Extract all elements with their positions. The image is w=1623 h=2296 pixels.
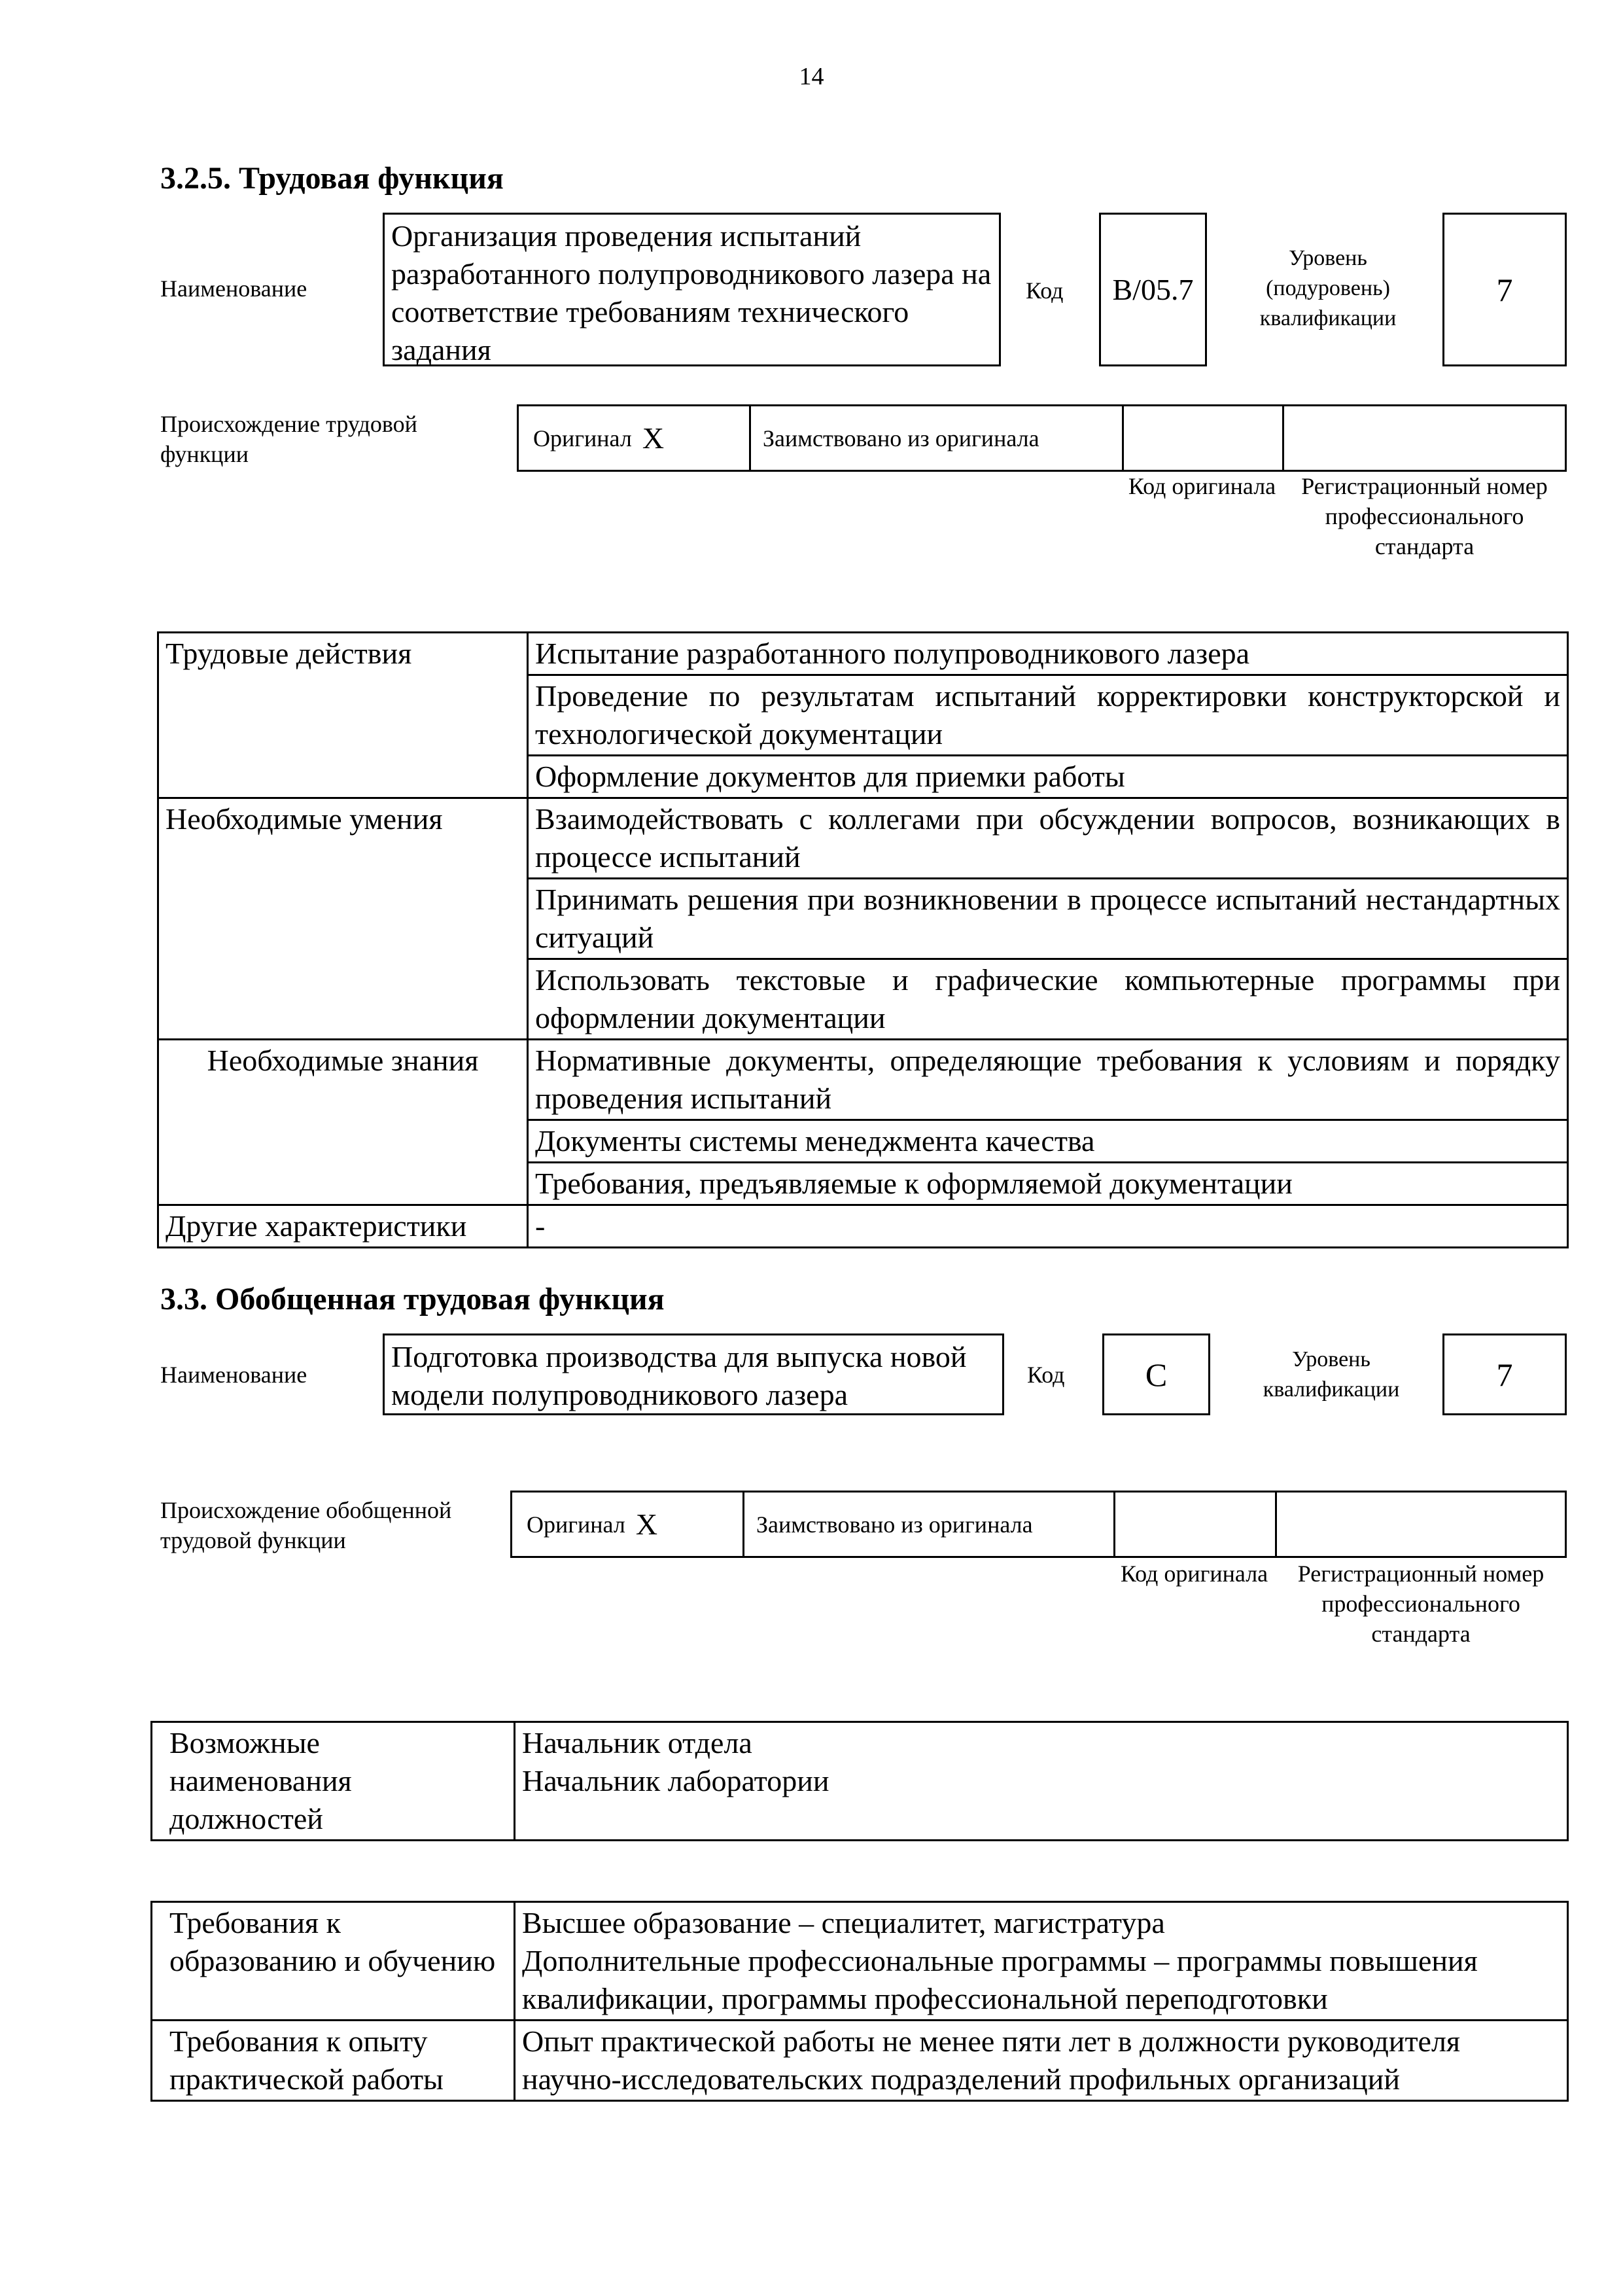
table-row xyxy=(158,1205,1568,1248)
code-box xyxy=(1102,1333,1210,1415)
original-cell xyxy=(519,406,751,470)
name-label: Наименование xyxy=(160,275,307,302)
page-number: 14 xyxy=(799,63,824,90)
education-cell xyxy=(515,1902,1568,2021)
list-item: Начальник лаборатории xyxy=(522,1764,829,1797)
reg-number-caption: Регистрационный номер профессионального стандарта xyxy=(1301,473,1548,559)
reg-number-caption: Регистрационный номер профессионального стандарта xyxy=(1297,1561,1544,1647)
generalized-function-name-box xyxy=(383,1333,1004,1415)
list-item: Требования, предъявляемые к оформляемой документации xyxy=(528,1163,1568,1205)
code-value: B/05.7 xyxy=(1112,273,1194,306)
level-label: Уровень квалификации xyxy=(1263,1347,1400,1402)
row-label: Трудовые действия xyxy=(158,633,528,798)
code-original-caption: Код оригинала xyxy=(1120,1561,1268,1587)
original-cell xyxy=(512,1492,744,1556)
list-item: Испытание разработанного полупроводникового лазера xyxy=(528,633,1568,675)
borrowed-cell xyxy=(744,1492,1115,1556)
level-label: Уровень (подуровень) квалификации xyxy=(1259,246,1397,330)
origin-label: Происхождение обобщенной трудовой функции xyxy=(160,1497,452,1553)
row-label: Необходимые умения xyxy=(158,798,528,1040)
positions-cell xyxy=(515,1722,1568,1841)
positions-table xyxy=(150,1721,1569,1841)
function-name-value: Организация проведения испытаний разработанного полупроводникового лазера на соответствие требованиям технического задания xyxy=(391,219,992,366)
code-label: Код xyxy=(1026,277,1064,304)
borrowed-label: Заимствовано из оригинала xyxy=(763,425,1039,451)
table-row xyxy=(152,2021,1568,2101)
code-value: C xyxy=(1145,1356,1168,1393)
code-original-caption: Код оригинала xyxy=(1128,473,1276,499)
requirements-table xyxy=(150,1901,1569,2102)
table-row xyxy=(158,633,1568,675)
original-mark: X xyxy=(642,421,665,455)
borrowed-cell xyxy=(751,406,1124,470)
section-heading-3-2-5: 3.2.5. Трудовая функция xyxy=(160,161,504,196)
level-value: 7 xyxy=(1496,1356,1513,1393)
original-label: Оригинал xyxy=(527,1511,625,1538)
list-item: Оформление документов для приемки работы xyxy=(528,756,1568,798)
row-label: Другие характеристики xyxy=(158,1205,528,1248)
table-row xyxy=(152,1902,1568,2021)
list-item: Принимать решения при возникновении в процессе испытаний нестандартных ситуаций xyxy=(528,879,1568,959)
list-item: Нормативные документы, определяющие требования к условиям и порядку проведения испытаний xyxy=(528,1040,1568,1120)
list-item: - xyxy=(528,1205,1568,1248)
education-label: Требования к образованию и обучению xyxy=(152,1902,515,2021)
list-item: Взаимодействовать с коллегами при обсуждении вопросов, возникающих в процессе испытаний xyxy=(528,798,1568,879)
section-heading-3-3: 3.3. Обобщенная трудовая функция xyxy=(160,1282,665,1316)
origin-table xyxy=(517,404,1567,472)
origin-table xyxy=(510,1491,1567,1558)
level-value: 7 xyxy=(1496,271,1513,308)
origin-label: Происхождение трудовой функции xyxy=(160,411,417,467)
borrowed-label: Заимствовано из оригинала xyxy=(756,1511,1033,1538)
experience-label: Требования к опыту практической работы xyxy=(152,2021,515,2101)
original-label: Оригинал xyxy=(533,425,632,451)
list-item: Проведение по результатам испытаний корректировки конструкторской и технологической документации xyxy=(528,675,1568,756)
list-item: Использовать текстовые и графические компьютерные программы при оформлении документации xyxy=(528,959,1568,1040)
experience-value: Опыт практической работы не менее пяти лет в должности руководителя научно-исследовательских подразделений профильных организаций xyxy=(515,2021,1568,2101)
generalized-function-name-value: Подготовка производства для выпуска новой модели полупроводникового лазера xyxy=(391,1340,967,1411)
function-name-box xyxy=(383,213,1001,366)
original-mark: X xyxy=(635,1508,658,1541)
original-code-cell xyxy=(1124,406,1284,470)
list-item: Дополнительные профессиональные программы – программы повышения квалификации, программы профессиональной переподготовки xyxy=(522,1944,1478,2015)
level-box xyxy=(1442,213,1567,366)
code-box xyxy=(1099,213,1207,366)
function-details-table xyxy=(157,631,1569,1248)
table-row xyxy=(158,798,1568,879)
list-item: Документы системы менеджмента качества xyxy=(528,1120,1568,1163)
list-item: Начальник отдела xyxy=(522,1726,752,1759)
code-label: Код xyxy=(1027,1362,1065,1388)
row-label: Необходимые знания xyxy=(158,1040,528,1205)
table-row xyxy=(152,1722,1568,1841)
list-item: Высшее образование – специалитет, магистратура xyxy=(522,1906,1165,1939)
original-code-cell xyxy=(1115,1492,1277,1556)
table-row xyxy=(158,1040,1568,1120)
level-box xyxy=(1442,1333,1567,1415)
positions-label: Возможные наименования должностей xyxy=(152,1722,515,1841)
name-label: Наименование xyxy=(160,1362,307,1388)
